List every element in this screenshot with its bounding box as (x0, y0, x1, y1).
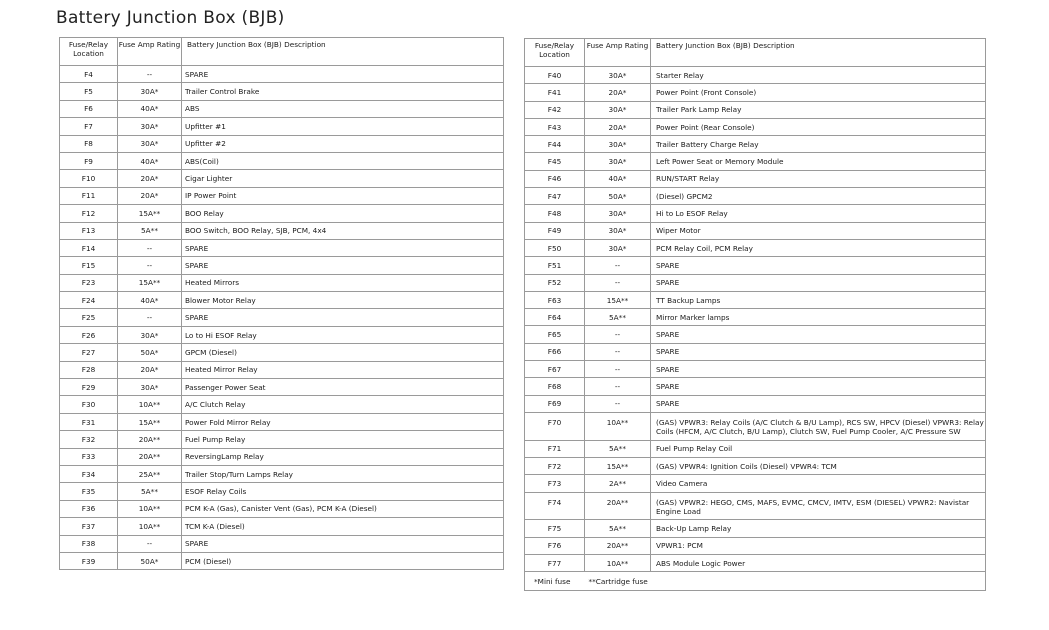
fuse-amp-rating: -- (585, 257, 651, 274)
fuse-description: SPARE (651, 257, 986, 274)
fuse-location: F39 (60, 552, 118, 569)
fuse-location: F31 (60, 413, 118, 430)
fuse-location: F72 (525, 458, 585, 475)
fuse-amp-rating: 15A** (118, 205, 182, 222)
fuse-location: F38 (60, 535, 118, 552)
table-header (60, 38, 504, 66)
fuse-description: Fuel Pump Relay Coil (651, 440, 986, 457)
fuse-amp-rating: 40A* (118, 292, 182, 309)
fuse-description: ABS (182, 100, 504, 117)
fuse-amp-rating: 20A* (585, 118, 651, 135)
fuse-location: F41 (525, 84, 585, 101)
table-row (525, 440, 986, 457)
fuse-amp-rating: 30A* (118, 379, 182, 396)
fuse-amp-rating: 5A** (585, 309, 651, 326)
fuse-location: F13 (60, 222, 118, 239)
header-location: Fuse/Relay Location (525, 39, 585, 67)
fuse-location: F8 (60, 135, 118, 152)
table-row (60, 344, 504, 361)
table-row (60, 292, 504, 309)
fuse-description: SPARE (182, 239, 504, 256)
fuse-description: SPARE (651, 378, 986, 395)
table-row (525, 475, 986, 492)
fuse-location: F45 (525, 153, 585, 170)
fuse-location: F6 (60, 100, 118, 117)
fuse-description: RUN/START Relay (651, 170, 986, 187)
fuse-location: F75 (525, 520, 585, 537)
fuse-amp-rating: 30A* (585, 67, 651, 84)
left-fuse-table (59, 37, 504, 570)
table-row (525, 84, 986, 101)
fuse-amp-rating: 30A* (118, 83, 182, 100)
fuse-description: SPARE (651, 326, 986, 343)
table-row (525, 555, 986, 572)
fuse-description: GPCM (Diesel) (182, 344, 504, 361)
fuse-location: F4 (60, 66, 118, 83)
fuse-location: F42 (525, 101, 585, 118)
table-row (60, 309, 504, 326)
fuse-location: F34 (60, 465, 118, 482)
fuse-location: F48 (525, 205, 585, 222)
fuse-amp-rating: -- (585, 343, 651, 360)
fuse-location: F15 (60, 257, 118, 274)
table-row (525, 170, 986, 187)
fuse-amp-rating: -- (118, 257, 182, 274)
fuse-description: Starter Relay (651, 67, 986, 84)
fuse-amp-rating: 30A* (118, 118, 182, 135)
table-row (60, 100, 504, 117)
table-row (525, 537, 986, 554)
table-row (525, 239, 986, 256)
table-row (60, 518, 504, 535)
fuse-amp-rating: -- (585, 274, 651, 291)
fuse-location: F46 (525, 170, 585, 187)
fuse-amp-rating: 5A** (585, 440, 651, 457)
fuse-description: Lo to Hi ESOF Relay (182, 326, 504, 343)
table-row (60, 187, 504, 204)
table-row (525, 274, 986, 291)
fuse-location: F50 (525, 239, 585, 256)
fuse-description: SPARE (182, 535, 504, 552)
fuse-amp-rating: 30A* (585, 153, 651, 170)
right-fuse-table (524, 38, 986, 591)
fuse-location: F47 (525, 188, 585, 205)
fuse-location: F63 (525, 291, 585, 308)
table-row (525, 291, 986, 308)
table-row (525, 492, 986, 520)
fuse-amp-rating: 10A** (585, 555, 651, 572)
table-row (60, 257, 504, 274)
fuse-location: F10 (60, 170, 118, 187)
fuse-description: SPARE (182, 66, 504, 83)
page-title: Battery Junction Box (BJB) (56, 8, 285, 28)
fuse-description: Mirror Marker lamps (651, 309, 986, 326)
fuse-amp-rating: 20A* (118, 187, 182, 204)
table-row (60, 413, 504, 430)
fuse-amp-rating: 5A** (118, 483, 182, 500)
fuse-amp-rating: 20A** (118, 431, 182, 448)
fuse-location: F30 (60, 396, 118, 413)
fuse-location: F28 (60, 361, 118, 378)
fuse-location: F11 (60, 187, 118, 204)
fuse-location: F76 (525, 537, 585, 554)
fuse-description: Power Fold Mirror Relay (182, 413, 504, 430)
fuse-amp-rating: 50A* (118, 552, 182, 569)
header-description: Battery Junction Box (BJB) Description (182, 38, 504, 66)
fuse-description: Video Camera (651, 475, 986, 492)
fuse-location: F69 (525, 395, 585, 412)
fuse-description: (Diesel) GPCM2 (651, 188, 986, 205)
fuse-amp-rating: 20A** (585, 492, 651, 520)
fuse-description: A/C Clutch Relay (182, 396, 504, 413)
fuse-amp-rating: 40A* (118, 152, 182, 169)
fuse-location: F37 (60, 518, 118, 535)
footnote-row (525, 572, 986, 591)
table-row (60, 361, 504, 378)
fuse-description: Hi to Lo ESOF Relay (651, 205, 986, 222)
fuse-description: ReversingLamp Relay (182, 448, 504, 465)
fuse-description: BOO Switch, BOO Relay, SJB, PCM, 4x4 (182, 222, 504, 239)
table-row (525, 520, 986, 537)
fuse-amp-rating: 20A* (585, 84, 651, 101)
table-row (525, 136, 986, 153)
fuse-description: Back-Up Lamp Relay (651, 520, 986, 537)
table-row (525, 188, 986, 205)
table-row (525, 326, 986, 343)
fuse-description: Trailer Stop/Turn Lamps Relay (182, 465, 504, 482)
fuse-description: TCM K-A (Diesel) (182, 518, 504, 535)
fuse-amp-rating: -- (585, 361, 651, 378)
table-row (60, 66, 504, 83)
fuse-location: F73 (525, 475, 585, 492)
fuse-description: Blower Motor Relay (182, 292, 504, 309)
table-row (60, 465, 504, 482)
fuse-amp-rating: 15A** (585, 291, 651, 308)
header-location: Fuse/Relay Location (60, 38, 118, 66)
fuse-location: F35 (60, 483, 118, 500)
fuse-location: F25 (60, 309, 118, 326)
table-header (525, 39, 986, 67)
table-row (60, 83, 504, 100)
table-row (525, 361, 986, 378)
fuse-amp-rating: -- (118, 535, 182, 552)
table-row (60, 500, 504, 517)
fuse-location: F74 (525, 492, 585, 520)
fuse-description: SPARE (651, 343, 986, 360)
fuse-amp-rating: 10A** (118, 396, 182, 413)
fuse-location: F66 (525, 343, 585, 360)
fuse-description: Left Power Seat or Memory Module (651, 153, 986, 170)
table-row (525, 222, 986, 239)
fuse-description: Trailer Battery Charge Relay (651, 136, 986, 153)
table-row (60, 431, 504, 448)
table-row (525, 378, 986, 395)
fuse-location: F5 (60, 83, 118, 100)
fuse-amp-rating: 15A** (118, 413, 182, 430)
fuse-location: F40 (525, 67, 585, 84)
table-row (525, 205, 986, 222)
fuse-amp-rating: -- (585, 326, 651, 343)
fuse-location: F64 (525, 309, 585, 326)
fuse-location: F14 (60, 239, 118, 256)
table-row (60, 326, 504, 343)
fuse-description: SPARE (182, 309, 504, 326)
fuse-amp-rating: 30A* (118, 135, 182, 152)
table-row (60, 135, 504, 152)
table-row (60, 118, 504, 135)
fuse-amp-rating: 50A* (585, 188, 651, 205)
table-row (60, 552, 504, 569)
fuse-amp-rating: 10A** (585, 412, 651, 440)
fuse-location: F49 (525, 222, 585, 239)
footnote-mini: *Mini fuse (534, 576, 571, 586)
fuse-amp-rating: 30A* (585, 205, 651, 222)
fuse-amp-rating: 2A** (585, 475, 651, 492)
fuse-location: F9 (60, 152, 118, 169)
table-row (60, 483, 504, 500)
fuse-amp-rating: -- (118, 309, 182, 326)
fuse-location: F12 (60, 205, 118, 222)
fuse-location: F23 (60, 274, 118, 291)
table-row (525, 395, 986, 412)
fuse-description: PCM (Diesel) (182, 552, 504, 569)
fuse-location: F51 (525, 257, 585, 274)
fuse-description: Power Point (Front Console) (651, 84, 986, 101)
fuse-description: Passenger Power Seat (182, 379, 504, 396)
table-row (60, 448, 504, 465)
fuse-amp-rating: 30A* (585, 136, 651, 153)
header-description: Battery Junction Box (BJB) Description (651, 39, 986, 67)
fuse-amp-rating: 20A** (585, 537, 651, 554)
fuse-description: SPARE (651, 395, 986, 412)
fuse-amp-rating: 20A* (118, 170, 182, 187)
fuse-description: ESOF Relay Coils (182, 483, 504, 500)
fuse-description: Fuel Pump Relay (182, 431, 504, 448)
fuse-amp-rating: -- (585, 395, 651, 412)
fuse-location: F26 (60, 326, 118, 343)
fuse-amp-rating: 10A** (118, 500, 182, 517)
table-row (60, 239, 504, 256)
fuse-amp-rating: 15A** (118, 274, 182, 291)
table-row (60, 379, 504, 396)
fuse-description: Heated Mirror Relay (182, 361, 504, 378)
fuse-description: ABS(Coil) (182, 152, 504, 169)
fuse-description: PCM Relay Coil, PCM Relay (651, 239, 986, 256)
fuse-location: F29 (60, 379, 118, 396)
table-row (525, 458, 986, 475)
fuse-description: Heated Mirrors (182, 274, 504, 291)
fuse-location: F36 (60, 500, 118, 517)
table-row (60, 222, 504, 239)
table-row (525, 343, 986, 360)
fuse-amp-rating: 25A** (118, 465, 182, 482)
fuse-amp-rating: 10A** (118, 518, 182, 535)
fuse-location: F71 (525, 440, 585, 457)
table-row (60, 152, 504, 169)
fuse-description: (GAS) VPWR4: Ignition Coils (Diesel) VPWR4: TCM (651, 458, 986, 475)
table-row (60, 170, 504, 187)
fuse-description: VPWR1: PCM (651, 537, 986, 554)
table-row (60, 274, 504, 291)
table-row (525, 309, 986, 326)
fuse-amp-rating: 5A** (585, 520, 651, 537)
fuse-description: IP Power Point (182, 187, 504, 204)
fuse-description: TT Backup Lamps (651, 291, 986, 308)
fuse-description: Trailer Park Lamp Relay (651, 101, 986, 118)
header-rating: Fuse Amp Rating (585, 39, 651, 67)
fuse-location: F52 (525, 274, 585, 291)
fuse-amp-rating: -- (585, 378, 651, 395)
fuse-description: SPARE (651, 274, 986, 291)
fuse-location: F24 (60, 292, 118, 309)
fuse-amp-rating: 30A* (585, 101, 651, 118)
fuse-description: SPARE (182, 257, 504, 274)
fuse-amp-rating: -- (118, 66, 182, 83)
fuse-description: ABS Module Logic Power (651, 555, 986, 572)
fuse-amp-rating: 40A* (118, 100, 182, 117)
table-row (60, 535, 504, 552)
fuse-location: F33 (60, 448, 118, 465)
table-row (60, 396, 504, 413)
table-row (525, 118, 986, 135)
fuse-description: Trailer Control Brake (182, 83, 504, 100)
fuse-amp-rating: 15A** (585, 458, 651, 475)
fuse-description: BOO Relay (182, 205, 504, 222)
fuse-location: F68 (525, 378, 585, 395)
table-row (525, 153, 986, 170)
fuse-description: Cigar Lighter (182, 170, 504, 187)
fuse-amp-rating: 30A* (585, 239, 651, 256)
fuse-amp-rating: 20A* (118, 361, 182, 378)
table-row (525, 67, 986, 84)
fuse-location: F32 (60, 431, 118, 448)
table-row (525, 101, 986, 118)
fuse-description: Wiper Motor (651, 222, 986, 239)
fuse-amp-rating: 30A* (585, 222, 651, 239)
fuse-location: F70 (525, 412, 585, 440)
table-row (525, 412, 986, 440)
table-row (60, 205, 504, 222)
fuse-amp-rating: 30A* (118, 326, 182, 343)
fuse-location: F67 (525, 361, 585, 378)
fuse-location: F27 (60, 344, 118, 361)
fuse-location: F77 (525, 555, 585, 572)
fuse-description: (GAS) VPWR2: HEGO, CMS, MAFS, EVMC, CMCV, IMTV, ESM (DIESEL) VPWR2: Navistar Engine Load (651, 492, 986, 520)
fuse-location: F65 (525, 326, 585, 343)
fuse-location: F7 (60, 118, 118, 135)
fuse-description: Upfitter #2 (182, 135, 504, 152)
fuse-description: Upfitter #1 (182, 118, 504, 135)
fuse-location: F43 (525, 118, 585, 135)
fuse-location: F44 (525, 136, 585, 153)
fuse-amp-rating: 50A* (118, 344, 182, 361)
fuse-amp-rating: -- (118, 239, 182, 256)
footnote-cartridge: **Cartridge fuse (588, 576, 648, 586)
fuse-amp-rating: 40A* (585, 170, 651, 187)
fuse-amp-rating: 20A** (118, 448, 182, 465)
fuse-description: PCM K-A (Gas), Canister Vent (Gas), PCM K-A (Diesel) (182, 500, 504, 517)
table-row (525, 257, 986, 274)
header-rating: Fuse Amp Rating (118, 38, 182, 66)
fuse-amp-rating: 5A** (118, 222, 182, 239)
fuse-description: Power Point (Rear Console) (651, 118, 986, 135)
fuse-description: SPARE (651, 361, 986, 378)
fuse-description: (GAS) VPWR3: Relay Coils (A/C Clutch & B/U Lamp), RCS SW, HPCV (Diesel) VPWR3: Relay Coils (HFCM, A/C Clutch, B/U Lamp), Clutch SW, Fuel Pump Cooler, A/C Pressure SW (651, 412, 986, 440)
